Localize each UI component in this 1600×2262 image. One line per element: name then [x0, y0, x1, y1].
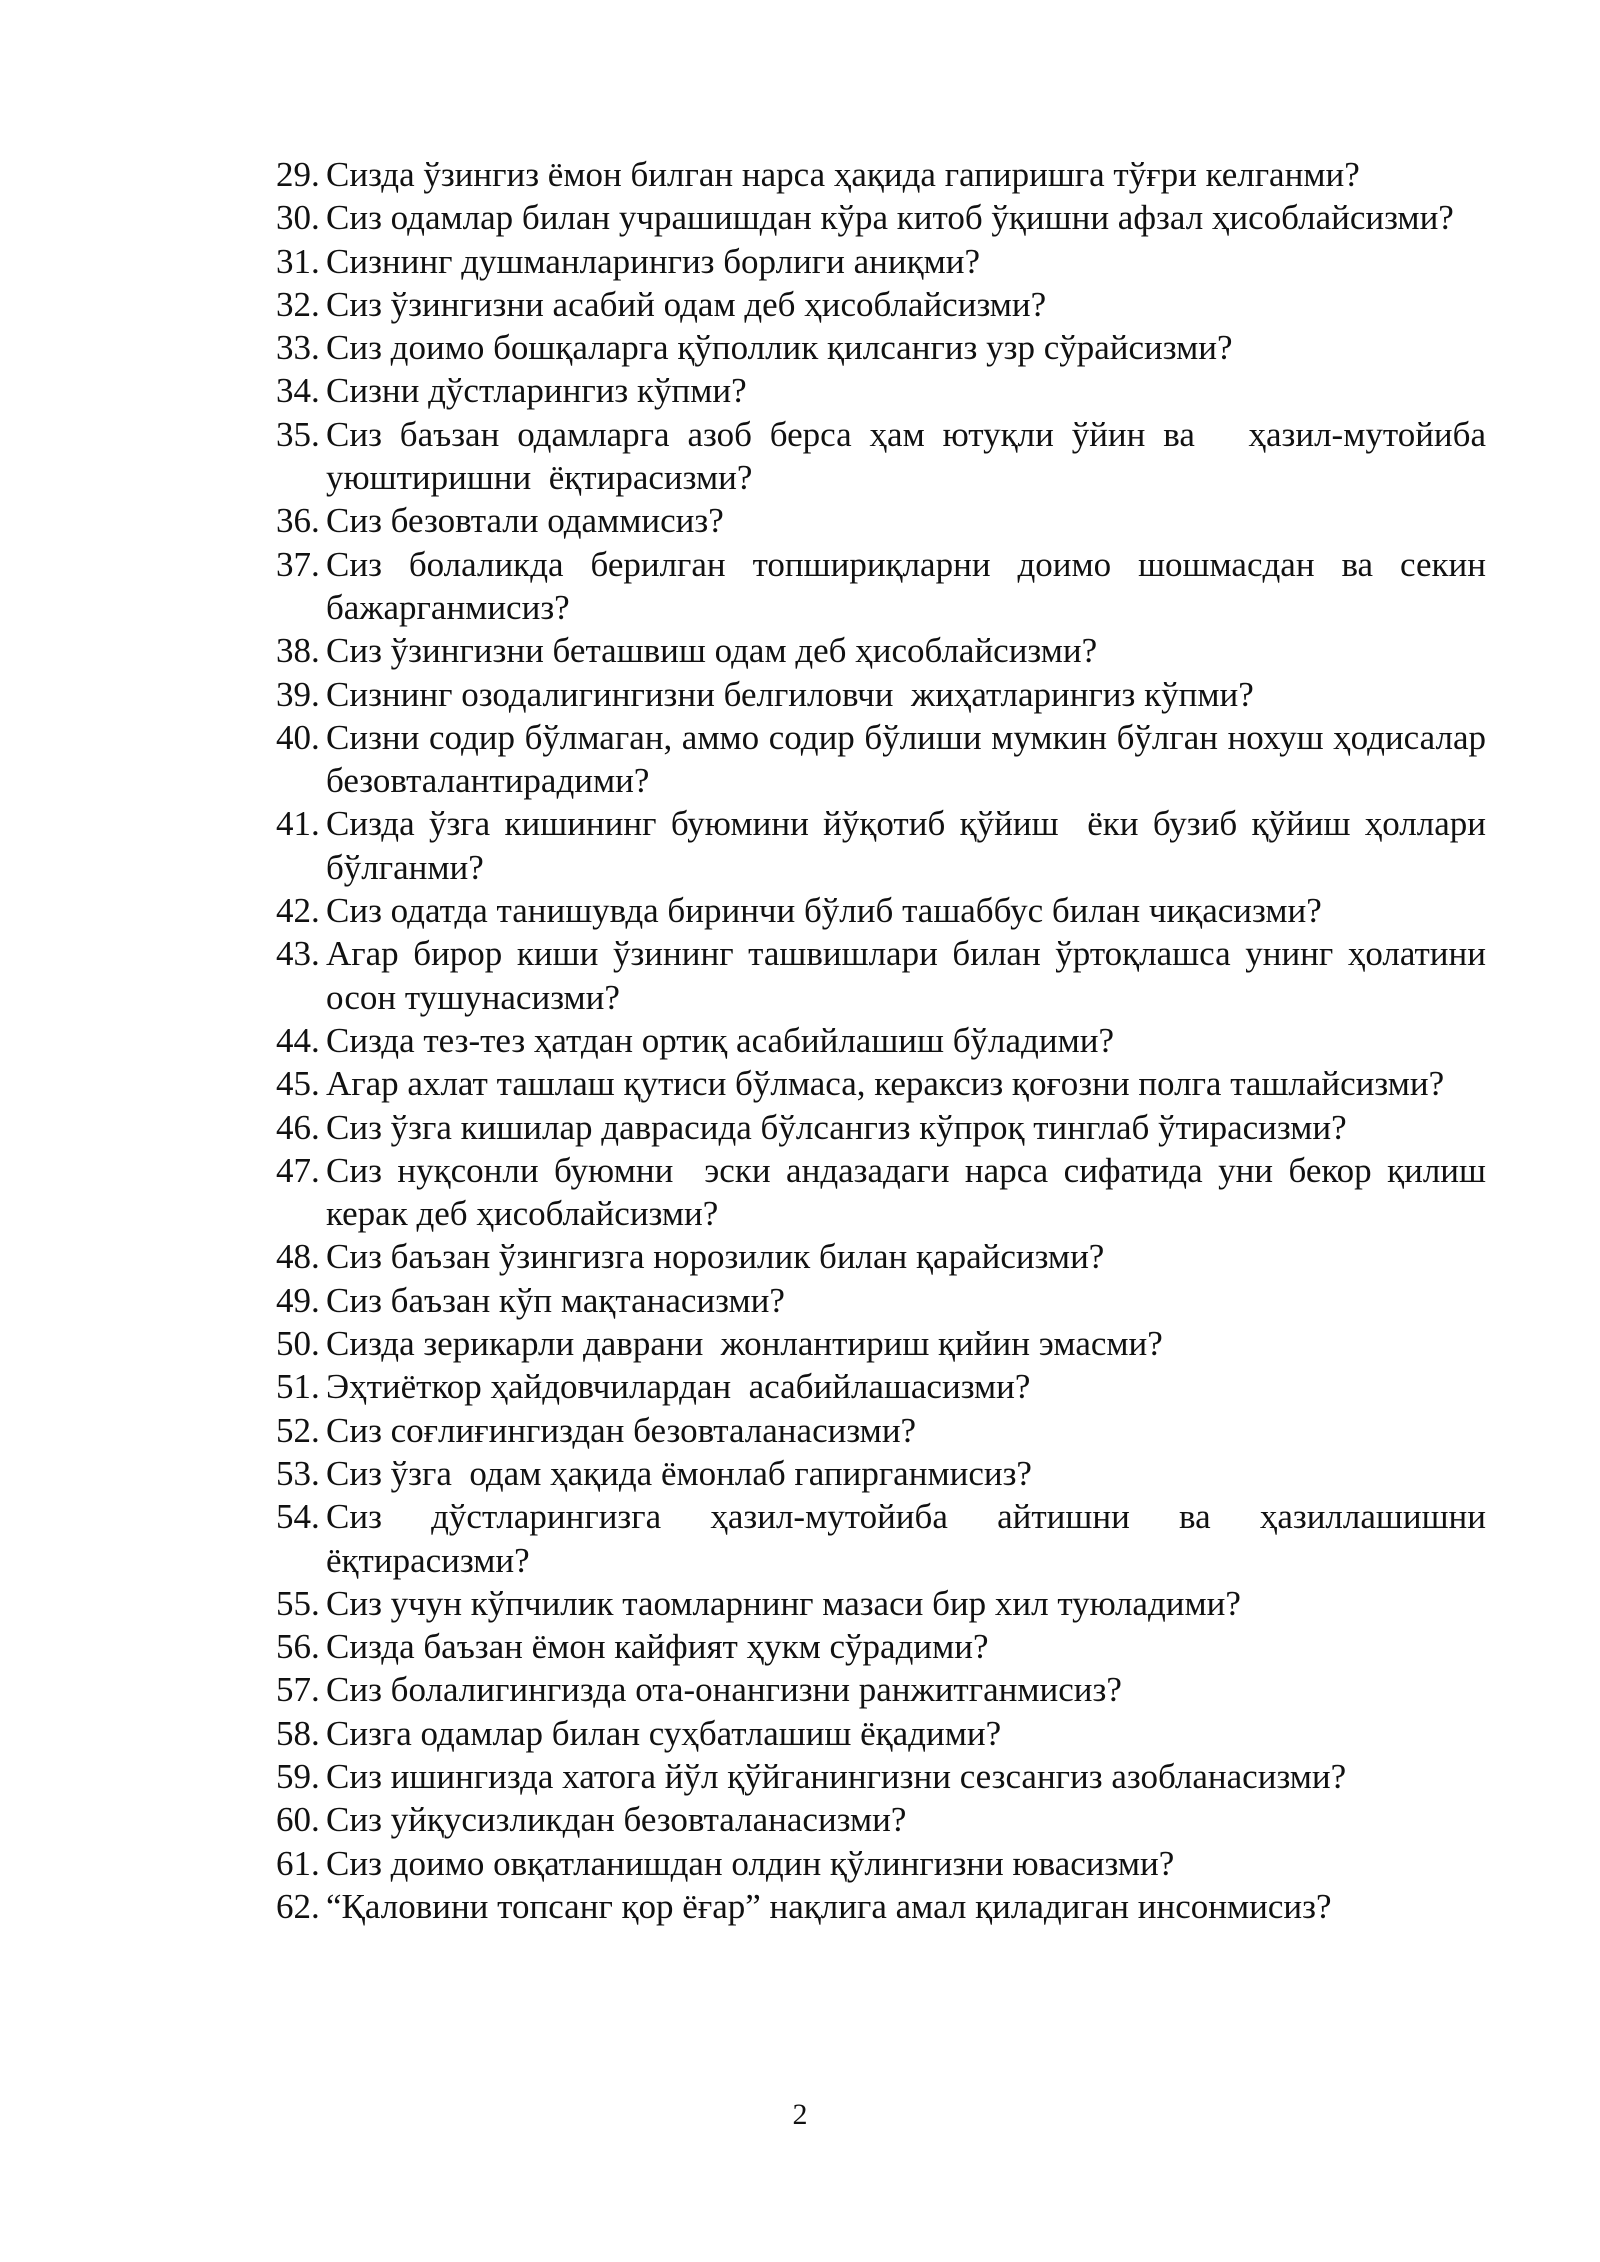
question-text: Сиз дўстларингизга ҳазил-мутойиба айтишни ва ҳазиллашишни ёқтирасизми?	[326, 1497, 1495, 1580]
question-text: Агар бирор киши ўзининг ташвишлари билан ўртоқлашса унинг ҳолатини осон тушунасизми?	[326, 934, 1495, 1017]
question-text: Сиз ишингизда хатога йўл қўйганингизни сезсангиз азобланасизми?	[326, 1756, 1347, 1796]
question-number: 34.	[276, 371, 320, 411]
question-number: 62.	[276, 1886, 320, 1926]
question-item	[276, 413, 1495, 500]
question-text: Сизда тез-тез ҳатдан ортиқ асабийлашиш бўладими?	[326, 1020, 1114, 1060]
question-text: Сиз ўзга одам ҳақида ёмонлаб гапирганмисиз?	[326, 1453, 1032, 1493]
question-text: Сизга одамлар билан суҳбатлашиш ёқадими?	[326, 1713, 1002, 1753]
question-number: 40.	[276, 717, 320, 757]
question-item	[276, 326, 1486, 369]
question-item	[276, 1755, 1486, 1798]
question-number: 30.	[276, 198, 320, 238]
question-text: Сизда ўзингиз ёмон билган нарса ҳақида гапиришга тўғри келганми?	[326, 155, 1360, 194]
question-number: 61.	[276, 1843, 320, 1883]
question-text: Сиз ўзингизни асабий одам деб ҳисоблайсизми?	[326, 284, 1047, 324]
question-item	[276, 240, 1486, 283]
question-item	[276, 1712, 1486, 1755]
question-number: 29.	[276, 155, 320, 194]
question-item	[276, 1582, 1486, 1625]
question-number: 42.	[276, 891, 320, 931]
question-text: Сиз одатда танишувда биринчи бўлиб ташаббус билан чиқасизми?	[326, 891, 1322, 931]
question-item	[276, 1495, 1495, 1582]
question-item	[276, 196, 1486, 239]
question-text: Сиз учун кўпчилик таомларнинг мазаси бир хил туюладими?	[326, 1583, 1241, 1623]
question-text: “Қаловини топсанг қор ёғар” нақлига амал қиладиган инсонмисиз?	[326, 1886, 1332, 1926]
question-number: 60.	[276, 1800, 320, 1840]
question-number: 36.	[276, 501, 320, 541]
question-text: Сизнинг душманларингиз борлиги аниқми?	[326, 241, 981, 281]
question-item	[276, 1019, 1486, 1062]
question-text: Сизда баъзан ёмон кайфият ҳукм сўрадими?	[326, 1627, 989, 1667]
question-text: Сиз ўзингизни беташвиш одам деб ҳисоблайсизми?	[326, 631, 1098, 671]
question-text: Сиз доимо бошқаларга қўполлик қилсангиз узр сўрайсизми?	[326, 328, 1233, 368]
question-item	[276, 716, 1495, 803]
question-text: Сиз ўзга кишилар даврасида бўлсангиз кўпроқ тинглаб ўтирасизми?	[326, 1107, 1347, 1147]
question-item	[276, 673, 1486, 716]
question-number: 32.	[276, 284, 320, 324]
question-item	[276, 1322, 1486, 1365]
question-item	[276, 932, 1495, 1019]
question-number: 59.	[276, 1756, 320, 1796]
question-text: Сиз соғлиғингиздан безовталанасизми?	[326, 1410, 917, 1450]
question-text: Агар ахлат ташлаш қутиси бўлмаса, кераксиз қоғозни полга ташлайсизми?	[326, 1064, 1445, 1104]
question-text: Сизни дўстларингиз кўпми?	[326, 371, 747, 411]
question-number: 37.	[276, 544, 320, 584]
question-number: 55.	[276, 1583, 320, 1623]
question-item	[276, 543, 1495, 630]
question-item	[276, 153, 1486, 196]
question-item	[276, 369, 1486, 412]
question-item	[276, 1062, 1486, 1105]
question-number: 51.	[276, 1367, 320, 1407]
question-number: 57.	[276, 1670, 320, 1710]
question-text: Сиз болаликда берилган топшириқларни доимо шошмасдан ва секин бажарганмисиз?	[326, 544, 1495, 627]
question-number: 53.	[276, 1453, 320, 1493]
question-item	[276, 1409, 1486, 1452]
question-item	[276, 283, 1486, 326]
question-item	[276, 1842, 1486, 1885]
question-text: Сиз уйқусизликдан безовталанасизми?	[326, 1800, 907, 1840]
question-number: 50.	[276, 1324, 320, 1364]
question-list	[276, 153, 1495, 1928]
question-text: Сизда зерикарли даврани жонлантириш қийин эмасми?	[326, 1324, 1163, 1364]
question-item	[276, 1668, 1486, 1711]
question-text: Сиз баъзан кўп мақтанасизми?	[326, 1280, 785, 1320]
question-number: 58.	[276, 1713, 320, 1753]
question-number: 31.	[276, 241, 320, 281]
question-number: 39.	[276, 674, 320, 714]
question-number: 41.	[276, 804, 320, 844]
question-item	[276, 889, 1486, 932]
question-text: Сизда ўзга кишининг буюмини йўқотиб қўйиш ёки бузиб қўйиш ҳоллари бўлганми?	[326, 804, 1495, 887]
question-number: 56.	[276, 1627, 320, 1667]
question-item	[276, 1452, 1486, 1495]
question-number: 54.	[276, 1497, 320, 1537]
question-number: 45.	[276, 1064, 320, 1104]
question-item	[276, 802, 1495, 889]
question-number: 52.	[276, 1410, 320, 1450]
question-item	[276, 629, 1486, 672]
question-text: Сизни содир бўлмаган, аммо содир бўлиши мумкин бўлган нохуш ҳодисалар безовталантирадими?	[326, 717, 1495, 801]
question-item	[276, 1235, 1486, 1278]
question-item	[276, 1279, 1486, 1322]
question-item	[276, 1798, 1486, 1841]
page-number: 2	[792, 2098, 808, 2131]
question-text: Сиз доимо овқатланишдан олдин қўлингизни ювасизми?	[326, 1843, 1175, 1883]
question-number: 49.	[276, 1280, 320, 1320]
question-number: 35.	[276, 414, 320, 454]
question-number: 33.	[276, 328, 320, 368]
question-item	[276, 1885, 1486, 1928]
question-text: Сиз баъзан ўзингизга норозилик билан қарайсизми?	[326, 1237, 1105, 1277]
question-number: 44.	[276, 1020, 320, 1060]
question-text: Сизнинг озодалигингизни белгиловчи жиҳатларингиз кўпми?	[326, 674, 1254, 714]
question-item	[276, 1365, 1486, 1408]
question-item	[276, 499, 1486, 542]
question-number: 46.	[276, 1107, 320, 1147]
question-text: Сиз болалигингизда ота-онангизни ранжитганмисиз?	[326, 1670, 1122, 1710]
question-number: 48.	[276, 1237, 320, 1277]
question-number: 43.	[276, 934, 320, 974]
question-text: Сиз одамлар билан учрашишдан кўра китоб ўқишни афзал ҳисоблайсизми?	[326, 198, 1454, 238]
question-item	[276, 1149, 1495, 1236]
question-text: Сиз баъзан одамларга азоб берса ҳам ютуқли ўйин ва ҳазил-мутойиба уюштиришни ёқтирасизми?	[326, 414, 1495, 498]
question-text: Сиз нуқсонли буюмни эски андазадаги нарса сифатида уни бекор қилиш керак деб ҳисоблайсизми?	[326, 1150, 1495, 1234]
question-item	[276, 1625, 1486, 1668]
question-number: 38.	[276, 631, 320, 671]
question-number: 47.	[276, 1150, 320, 1190]
question-text: Эҳтиёткор ҳайдовчилардан асабийлашасизми?	[326, 1367, 1031, 1407]
question-item	[276, 1106, 1486, 1149]
question-text: Сиз безовтали одаммисиз?	[326, 501, 724, 541]
